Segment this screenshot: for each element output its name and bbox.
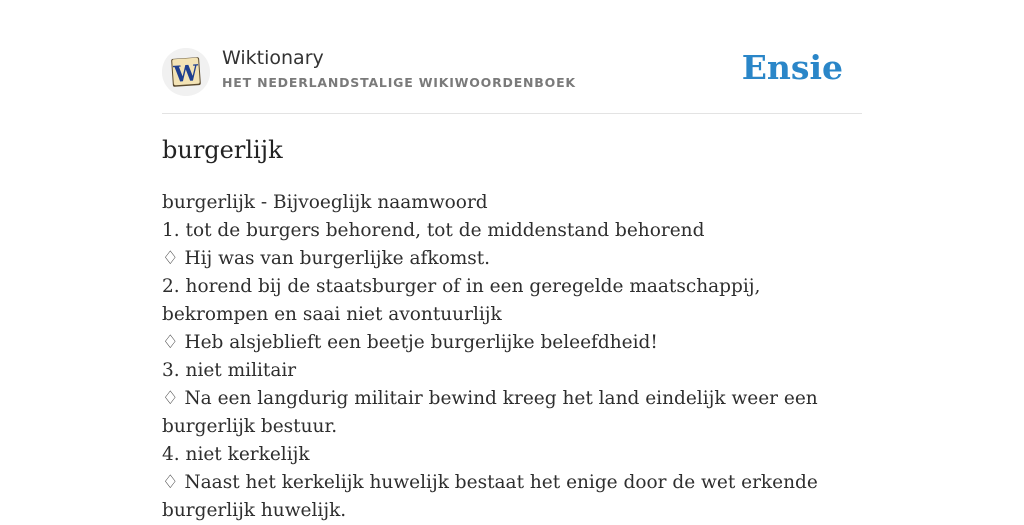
example-3: ♢ Na een langdurig militair bewind kreeg het land eindelijk weer een burgerlijk bestuur.	[162, 388, 818, 437]
definition-heading: burgerlijk - Bijvoeglijk naamwoord	[162, 192, 488, 213]
page-title: burgerlijk	[162, 136, 283, 164]
site-name[interactable]: Wiktionary	[222, 47, 324, 69]
sense-4: 4. niet kerkelijk	[162, 444, 310, 465]
wiktionary-logo-icon[interactable]	[162, 48, 210, 96]
sense-3: 3. niet militair	[162, 360, 297, 381]
site-header	[162, 44, 862, 100]
example-4: ♢ Naast het kerkelijk huwelijk bestaat het enige door de wet erkende burgerlijk huwelijk.	[162, 472, 818, 521]
svg-text:W: W	[172, 60, 200, 88]
header-divider	[162, 113, 862, 114]
sense-1: 1. tot de burgers behorend, tot de middenstand behorend	[162, 220, 705, 241]
sense-2: 2. horend bij de staatsburger of in een geregelde maatschappij, bekrompen en saai niet avontuurlijk	[162, 276, 761, 325]
site-tagline: HET NEDERLANDSTALIGE WIKIWOORDENBOEK	[222, 75, 576, 90]
example-1: ♢ Hij was van burgerlijke afkomst.	[162, 248, 491, 269]
example-2: ♢ Heb alsjeblieft een beetje burgerlijke beleefdheid!	[162, 332, 658, 353]
definition-body	[162, 189, 862, 525]
ensie-brand-logo[interactable]: Ensie	[741, 48, 843, 87]
